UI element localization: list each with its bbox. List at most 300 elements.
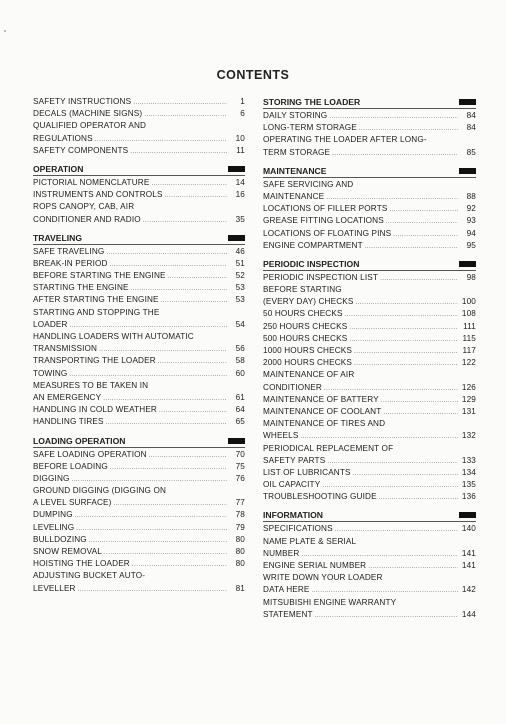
toc-entry-line — [263, 382, 476, 394]
toc-entry[interactable] — [263, 203, 476, 215]
toc-entry-line — [33, 189, 245, 201]
dot-leader — [158, 356, 227, 368]
toc-entry[interactable] — [33, 558, 245, 570]
toc-entry-line — [33, 307, 245, 319]
toc-entry-line — [33, 473, 245, 485]
dot-leader — [168, 271, 227, 283]
toc-entry-line — [263, 369, 476, 381]
toc-entry[interactable] — [263, 215, 476, 227]
toc-entry-page-number: 111 — [463, 321, 476, 331]
toc-entry-title: AFTER STARTING THE ENGINE — [33, 295, 159, 305]
toc-entry-line — [263, 122, 476, 134]
toc-entry-title: SNOW REMOVAL — [33, 547, 102, 556]
toc-entry[interactable] — [263, 240, 476, 252]
dot-leader — [365, 241, 458, 253]
toc-entry[interactable] — [33, 270, 245, 282]
toc-entry[interactable] — [33, 534, 245, 546]
toc-entry[interactable] — [33, 120, 245, 144]
toc-entry-line — [33, 368, 245, 380]
toc-section — [263, 258, 476, 504]
toc-entry-title: CONDITIONER AND RADIO — [33, 214, 141, 224]
toc-entry-page-number: 136 — [461, 492, 476, 502]
toc-entry-page-number: 1 — [240, 97, 245, 106]
toc-entry[interactable] — [33, 546, 245, 558]
toc-entry-title: WRITE DOWN YOUR LOADER — [263, 573, 383, 583]
toc-entry[interactable] — [263, 418, 476, 442]
toc-entry-line — [263, 597, 476, 609]
toc-entry-page-number: 56 — [235, 344, 245, 354]
toc-entry-line — [33, 546, 245, 558]
toc-entry[interactable] — [263, 179, 476, 203]
toc-entry-page-number: 122 — [461, 358, 476, 368]
toc-entry-line — [33, 331, 245, 343]
toc-entry-page-number: 88 — [466, 191, 476, 201]
toc-entry[interactable] — [263, 479, 476, 491]
toc-entry-title: STATEMENT — [263, 609, 313, 619]
dot-leader — [349, 322, 458, 334]
toc-entry[interactable] — [33, 355, 245, 367]
toc-entry-page-number: 85 — [466, 147, 476, 157]
toc-entry[interactable] — [263, 369, 476, 393]
scan-speck — [4, 30, 6, 32]
toc-entry-page-number: 126 — [461, 382, 476, 392]
toc-entry-title: BULLDOZING — [33, 534, 87, 544]
toc-entry-page-number: 79 — [235, 522, 245, 532]
toc-entry-line — [263, 455, 476, 467]
section-marker-bar — [228, 438, 245, 444]
toc-entry[interactable] — [263, 467, 476, 479]
toc-entry-title: DECALS (MACHINE SIGNS) — [33, 109, 143, 119]
toc-entry[interactable] — [263, 357, 476, 369]
toc-entry-line — [263, 296, 476, 308]
toc-entry-page-number: 140 — [461, 524, 476, 534]
dot-leader — [133, 97, 227, 109]
toc-entry[interactable] — [263, 443, 476, 467]
toc-entry[interactable] — [33, 96, 245, 108]
dot-leader — [383, 407, 458, 419]
toc-entry-page-number: 52 — [235, 271, 245, 281]
toc-entry-title: HANDLING LOADERS WITH AUTOMATIC — [33, 332, 194, 341]
toc-entry[interactable] — [33, 461, 245, 473]
toc-entry-title: ENGINE SERIAL NUMBER — [263, 561, 367, 570]
toc-entry-line — [263, 443, 476, 455]
toc-entry-line — [33, 201, 245, 213]
toc-entry-title: PERIODICAL REPLACEMENT OF — [263, 443, 394, 453]
toc-entry-line — [263, 215, 476, 227]
toc-entry-line — [33, 145, 245, 157]
dot-leader — [78, 584, 227, 596]
toc-entry-page-number: 135 — [461, 480, 476, 490]
toc-entry-page-number: 64 — [235, 405, 245, 415]
toc-entry-title: STARTING AND STOPPING THE — [33, 307, 160, 317]
toc-entry-page-number: 134 — [461, 467, 476, 477]
toc-entry-title: LIST OF LUBRICANTS — [263, 467, 351, 477]
section-heading — [263, 258, 476, 271]
toc-entry-title: LOCATIONS OF FLOATING PINS — [263, 228, 392, 238]
toc-entry-title: TRANSMISSION — [33, 344, 98, 354]
toc-entry-line — [33, 583, 245, 595]
toc-entry-line — [263, 584, 476, 596]
toc-section — [33, 232, 245, 429]
toc-entry-title: BREAK-IN PERIOD — [33, 258, 108, 268]
toc-entry-title: SAFETY COMPONENTS — [33, 145, 129, 155]
toc-entry-title: LOADER — [33, 319, 68, 329]
dot-leader — [332, 148, 458, 160]
toc-entry-page-number: 51 — [235, 258, 245, 268]
toc-entry[interactable] — [33, 258, 245, 270]
toc-entry-line — [263, 147, 476, 159]
toc-entry[interactable] — [33, 331, 245, 355]
toc-entry-title: AN EMERGENCY — [33, 392, 102, 402]
toc-entry-line — [33, 258, 245, 270]
toc-entry-title: LEVELING — [33, 522, 75, 532]
toc-entry-line — [33, 282, 245, 294]
section-marker-bar — [228, 166, 245, 172]
toc-entry-title: LEVELLER — [33, 583, 76, 593]
dot-leader — [345, 309, 458, 321]
toc-entry-line — [263, 394, 476, 406]
toc-entry-title: ROPS CANOPY, CAB, AIR — [33, 202, 135, 212]
dot-leader — [379, 492, 458, 504]
toc-entry-title: OIL CAPACITY — [263, 480, 321, 490]
toc-entry-title: ENGINE COMPARTMENT — [263, 240, 363, 250]
dot-leader — [106, 247, 227, 259]
dot-leader — [353, 468, 458, 480]
toc-entry-line — [33, 319, 245, 331]
toc-entry-title: DATA HERE — [263, 585, 310, 595]
toc-entry-title: GROUND DIGGING (DIGGING ON — [33, 486, 167, 496]
toc-entry-title: HANDLING TIRES — [33, 417, 104, 427]
toc-entry-line — [33, 96, 245, 108]
section-heading — [33, 163, 245, 176]
toc-entry-line — [33, 497, 245, 509]
toc-entry[interactable] — [263, 345, 476, 357]
toc-entry[interactable] — [33, 368, 245, 380]
toc-entry-line — [33, 461, 245, 473]
toc-entry-line — [263, 430, 476, 442]
dot-leader — [144, 109, 227, 121]
toc-section — [33, 163, 245, 226]
toc-entry-title: NUMBER — [263, 548, 300, 558]
toc-entry-page-number: 144 — [461, 609, 476, 619]
toc-entry-title: SAFE TRAVELING — [33, 246, 105, 256]
toc-entry-page-number: 92 — [466, 204, 476, 214]
toc-entry-page-number: 93 — [466, 216, 476, 226]
toc-entry-page-number: 54 — [235, 319, 245, 329]
section-heading-label: PERIODIC INSPECTION — [263, 258, 360, 269]
toc-entry[interactable] — [263, 406, 476, 418]
toc-entry-page-number: 80 — [235, 559, 245, 569]
toc-entry-line — [263, 284, 476, 296]
section-marker-bar — [228, 235, 245, 241]
toc-entry-page-number: 76 — [235, 473, 245, 483]
toc-entry-title: GREASE FITTING LOCATIONS — [263, 216, 384, 226]
toc-entry-line — [33, 246, 245, 258]
toc-entry-line — [33, 380, 245, 392]
toc-entry[interactable] — [263, 333, 476, 345]
toc-section — [33, 96, 245, 157]
toc-entry[interactable] — [33, 380, 245, 404]
toc-entry-line — [263, 560, 476, 572]
toc-entry[interactable] — [33, 404, 245, 416]
toc-entry[interactable] — [263, 394, 476, 406]
toc-entry[interactable] — [263, 122, 476, 134]
toc-entry-line — [263, 418, 476, 430]
toc-entry-title: A LEVEL SURFACE) — [33, 498, 112, 508]
toc-entry-title: ADJUSTING BUCKET AUTO- — [33, 571, 146, 581]
toc-entry-line — [263, 110, 476, 122]
toc-entry-page-number: 53 — [235, 295, 245, 305]
toc-entry[interactable] — [33, 485, 245, 509]
section-heading — [33, 435, 245, 448]
toc-entry-title: NAME PLATE & SERIAL — [263, 536, 357, 546]
toc-entry-title: HANDLING IN COLD WEATHER — [33, 405, 157, 415]
toc-entry[interactable] — [33, 522, 245, 534]
toc-entry-page-number: 78 — [235, 510, 245, 520]
section-marker-bar — [459, 261, 476, 267]
toc-entry-line — [263, 572, 476, 584]
toc-entry[interactable] — [263, 110, 476, 122]
right-column — [263, 96, 476, 627]
toc-entry-page-number: 131 — [461, 406, 476, 416]
dot-leader — [132, 559, 227, 571]
section-heading — [263, 509, 476, 522]
toc-entry-title: BEFORE STARTING THE ENGINE — [33, 271, 166, 281]
dot-leader — [114, 498, 227, 510]
toc-entry[interactable] — [33, 449, 245, 461]
toc-entry[interactable] — [263, 572, 476, 596]
toc-entry-page-number: 58 — [235, 356, 245, 366]
toc-entry-line — [263, 467, 476, 479]
toc-entry[interactable] — [263, 536, 476, 560]
toc-entry-line — [263, 479, 476, 491]
toc-entry[interactable] — [263, 491, 476, 503]
toc-entry[interactable] — [33, 570, 245, 594]
dot-leader — [89, 535, 227, 547]
section-heading-label: TRAVELING — [33, 232, 83, 243]
toc-entry-page-number: 16 — [235, 190, 245, 200]
dot-leader — [165, 190, 227, 202]
toc-entry-title: SAFETY INSTRUCTIONS — [33, 97, 132, 106]
toc-entry[interactable] — [33, 473, 245, 485]
toc-entry-line — [33, 392, 245, 404]
toc-entry-page-number: 35 — [235, 214, 245, 224]
toc-entry-line — [33, 214, 245, 226]
toc-entry-line — [263, 345, 476, 357]
toc-entry-line — [263, 228, 476, 240]
toc-entry-title: QUALIFIED OPERATOR AND — [33, 121, 147, 131]
toc-entry-title: 1000 HOURS CHECKS — [263, 346, 353, 355]
dot-leader — [349, 334, 458, 346]
toc-entry[interactable] — [33, 246, 245, 258]
toc-entry-page-number: 61 — [235, 392, 245, 402]
toc-entry-page-number: 65 — [235, 417, 245, 427]
toc-entry-line — [263, 536, 476, 548]
toc-entry-line — [263, 609, 476, 621]
toc-entry-line — [263, 240, 476, 252]
toc-entry-line — [263, 523, 476, 535]
toc-entry-title: TERM STORAGE — [263, 147, 331, 157]
toc-entry-line — [33, 120, 245, 132]
toc-entry-title: WHEELS — [263, 431, 299, 441]
toc-entry-title: DIGGING — [33, 473, 70, 483]
toc-entry[interactable] — [263, 523, 476, 535]
section-marker-bar — [459, 99, 476, 105]
toc-entry-page-number: 100 — [461, 297, 476, 307]
toc-entry-line — [263, 179, 476, 191]
toc-entry-page-number: 108 — [461, 309, 476, 319]
toc-entry-page-number: 70 — [235, 449, 245, 459]
toc-entry[interactable] — [263, 308, 476, 320]
dot-leader — [389, 204, 458, 216]
toc-entry[interactable] — [263, 560, 476, 572]
toc-section — [263, 96, 476, 159]
dot-leader — [75, 510, 227, 522]
section-marker-bar — [459, 512, 476, 518]
toc-entry[interactable] — [263, 321, 476, 333]
toc-entry-title: MEASURES TO BE TAKEN IN — [33, 380, 149, 390]
toc-entry-page-number: 84 — [466, 111, 476, 120]
toc-entry[interactable] — [263, 284, 476, 308]
toc-entry-line — [263, 134, 476, 146]
toc-entry-page-number: 115 — [462, 333, 476, 343]
toc-entry-page-number: 80 — [235, 547, 245, 556]
toc-entry-line — [263, 406, 476, 418]
toc-entry-title: SAFE SERVICING AND — [263, 179, 354, 189]
toc-entry-page-number: 84 — [466, 123, 476, 133]
toc-entry-line — [33, 108, 245, 120]
dot-leader — [356, 297, 458, 309]
toc-entry[interactable] — [33, 294, 245, 306]
toc-entry-title: MAINTENANCE OF COOLANT — [263, 406, 382, 416]
toc-entry-title: PERIODIC INSPECTION LIST — [263, 272, 379, 282]
toc-entry[interactable] — [263, 597, 476, 621]
toc-entry[interactable] — [33, 177, 245, 189]
section-heading — [263, 165, 476, 178]
toc-entry-title: REGULATIONS — [33, 133, 93, 143]
toc-entry[interactable] — [33, 201, 245, 225]
section-heading-label: MAINTENANCE — [263, 165, 327, 176]
toc-entry-line — [33, 294, 245, 306]
toc-entry-title: CONDITIONER — [263, 382, 322, 392]
dot-leader — [161, 295, 227, 307]
dot-leader — [130, 146, 227, 158]
toc-entry-title: (EVERY DAY) CHECKS — [263, 297, 354, 307]
toc-entry-page-number: 142 — [461, 585, 476, 595]
toc-entry-line — [33, 133, 245, 145]
left-column — [33, 96, 245, 601]
toc-section — [263, 165, 476, 252]
toc-entry-title: INSTRUMENTS AND CONTROLS — [33, 190, 163, 200]
toc-entry-line — [263, 203, 476, 215]
dot-leader — [381, 395, 458, 407]
toc-entry[interactable] — [33, 282, 245, 294]
toc-entry-line — [33, 570, 245, 582]
toc-entry[interactable] — [33, 108, 245, 120]
dot-leader — [110, 462, 227, 474]
toc-entry-page-number: 75 — [235, 461, 245, 471]
toc-entry-title: BEFORE LOADING — [33, 461, 108, 471]
toc-entry[interactable] — [33, 416, 245, 428]
toc-entry-page-number: 80 — [235, 534, 245, 544]
section-marker-bar — [459, 168, 476, 174]
toc-entry-line — [263, 357, 476, 369]
toc-entry-line — [33, 449, 245, 461]
dot-leader — [393, 229, 458, 241]
toc-entry[interactable] — [263, 272, 476, 284]
toc-entry-line — [263, 548, 476, 560]
toc-entry-title: SAFETY PARTS — [263, 455, 326, 465]
toc-entry-title: OPERATING THE LOADER AFTER LONG- — [263, 135, 427, 145]
toc-entry-title: DUMPING — [33, 510, 73, 520]
toc-entry-title: TROUBLESHOOTING GUIDE — [263, 492, 377, 502]
section-heading-label: OPERATION — [33, 163, 84, 174]
toc-entry-page-number: 94 — [466, 228, 476, 238]
toc-entry-title: BEFORE STARTING — [263, 285, 342, 295]
section-heading-label: LOADING OPERATION — [33, 435, 126, 446]
toc-entry[interactable] — [33, 189, 245, 201]
toc-entry-title: LOCATIONS OF FILLER PORTS — [263, 204, 388, 214]
toc-entry-page-number: 98 — [466, 272, 476, 282]
toc-entry[interactable] — [33, 145, 245, 157]
toc-entry-line — [33, 355, 245, 367]
toc-entry-page-number: 117 — [462, 346, 476, 355]
toc-entry-title: DAILY STORING — [263, 111, 328, 120]
toc-entry-title: TOWING — [33, 368, 68, 378]
toc-entry[interactable] — [33, 307, 245, 331]
dot-leader — [143, 215, 227, 227]
toc-entry[interactable] — [33, 509, 245, 521]
toc-entry-title: 2000 HOURS CHECKS — [263, 358, 353, 368]
toc-entry-line — [33, 416, 245, 428]
toc-entry-title: MAINTENANCE OF TIRES AND — [263, 419, 386, 429]
toc-entry-page-number: 6 — [240, 109, 245, 119]
toc-entry-line — [33, 522, 245, 534]
toc-entry[interactable] — [263, 228, 476, 240]
dot-leader — [386, 216, 458, 228]
toc-entry-page-number: 129 — [461, 394, 476, 404]
toc-entry-line — [33, 343, 245, 355]
toc-entry[interactable] — [263, 134, 476, 158]
toc-entry-title: 500 HOURS CHECKS — [263, 333, 348, 343]
toc-entry-page-number: 133 — [461, 455, 476, 465]
toc-entry-title: SPECIFICATIONS — [263, 524, 333, 534]
toc-entry-page-number: 132 — [461, 431, 476, 441]
toc-entry-page-number: 141 — [461, 548, 476, 558]
toc-entry-page-number: 95 — [466, 240, 476, 250]
toc-entry-line — [33, 270, 245, 282]
section-heading-label: STORING THE LOADER — [263, 97, 361, 107]
toc-entry-line — [33, 534, 245, 546]
dot-leader — [159, 405, 227, 417]
toc-entry-title: MAINTENANCE OF BATTERY — [263, 394, 379, 404]
toc-entry-title: HOISTING THE LOADER — [33, 559, 130, 569]
toc-entry-line — [33, 485, 245, 497]
dot-leader — [149, 450, 227, 462]
section-heading-label: INFORMATION — [263, 510, 323, 521]
dot-leader — [76, 523, 227, 535]
toc-entry-title: 50 HOURS CHECKS — [263, 309, 343, 319]
dot-leader — [354, 358, 458, 370]
toc-entry-title: TRANSPORTING THE LOADER — [33, 356, 156, 366]
dot-leader — [354, 346, 458, 358]
dot-leader — [106, 417, 227, 429]
toc-entry-page-number: 53 — [235, 283, 245, 293]
toc-entry-page-number: 14 — [235, 177, 245, 187]
toc-section — [33, 435, 245, 595]
toc-entry-title: SAFE LOADING OPERATION — [33, 449, 147, 459]
toc-entry-line — [263, 272, 476, 284]
